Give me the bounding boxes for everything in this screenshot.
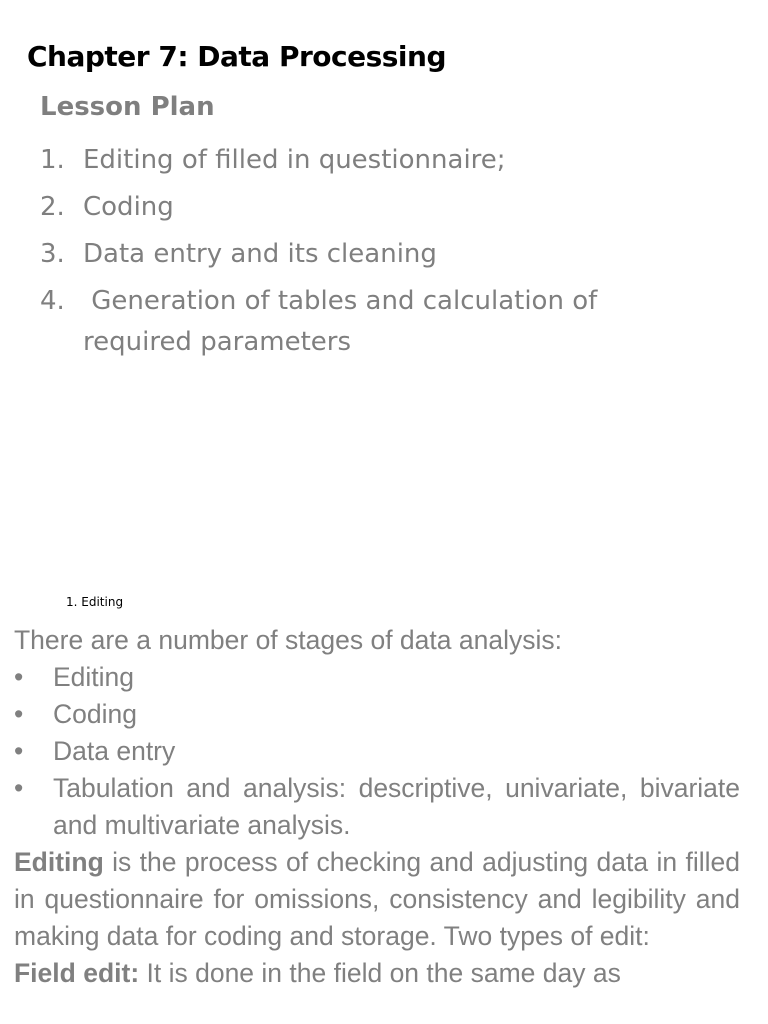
lesson-item-number: 2.: [40, 192, 65, 222]
stage-text: Editing: [53, 662, 135, 692]
lesson-item: [40, 140, 740, 181]
stage-text: Coding: [53, 699, 137, 729]
field-edit-paragraph: [14, 955, 740, 992]
editing-definition: [14, 844, 740, 955]
stage-item: [14, 696, 740, 733]
bullet-icon: •: [14, 662, 24, 692]
bullet-icon: •: [14, 736, 24, 766]
stage-text: Data entry: [53, 736, 176, 766]
lesson-item-text: Data entry and its cleaning: [83, 239, 437, 269]
intro-line: There are a number of stages of data analysis:: [14, 625, 562, 655]
lesson-item: [40, 187, 740, 228]
stage-text: Tabulation and analysis: descriptive, univariate, bivariate and multivariate analysis.: [53, 773, 740, 840]
lesson-item-text: Coding: [83, 192, 174, 222]
field-edit-term: Field edit:: [14, 958, 140, 988]
lesson-plan-heading: Lesson Plan: [40, 92, 215, 122]
editing-term: Editing: [14, 847, 104, 877]
section-label: 1. Editing: [66, 595, 124, 609]
lesson-item-number: 1.: [40, 145, 65, 175]
bullet-icon: •: [14, 773, 24, 803]
lesson-item-number: 4.: [40, 286, 65, 316]
lesson-plan-list: [40, 140, 740, 369]
stage-item: [14, 770, 740, 844]
lesson-item: [40, 281, 740, 363]
chapter-title: Chapter 7: Data Processing: [27, 40, 447, 73]
lesson-item-number: 3.: [40, 239, 65, 269]
lesson-item: [40, 234, 740, 275]
stage-item: [14, 659, 740, 696]
lesson-item-text: Generation of tables and calculation of required parameters: [83, 286, 606, 357]
bullet-icon: •: [14, 699, 24, 729]
field-edit-text: It is done in the field on the same day as: [139, 958, 621, 988]
lesson-item-text: Editing of filled in questionnaire;: [83, 145, 506, 175]
stages-list: [14, 659, 740, 844]
body-text: [14, 622, 740, 992]
stage-item: [14, 733, 740, 770]
editing-text: is the process of checking and adjusting data in filled in questionnaire for omissions, consistency and legibility and making data for coding and storage. Two types of edit:: [14, 847, 740, 951]
